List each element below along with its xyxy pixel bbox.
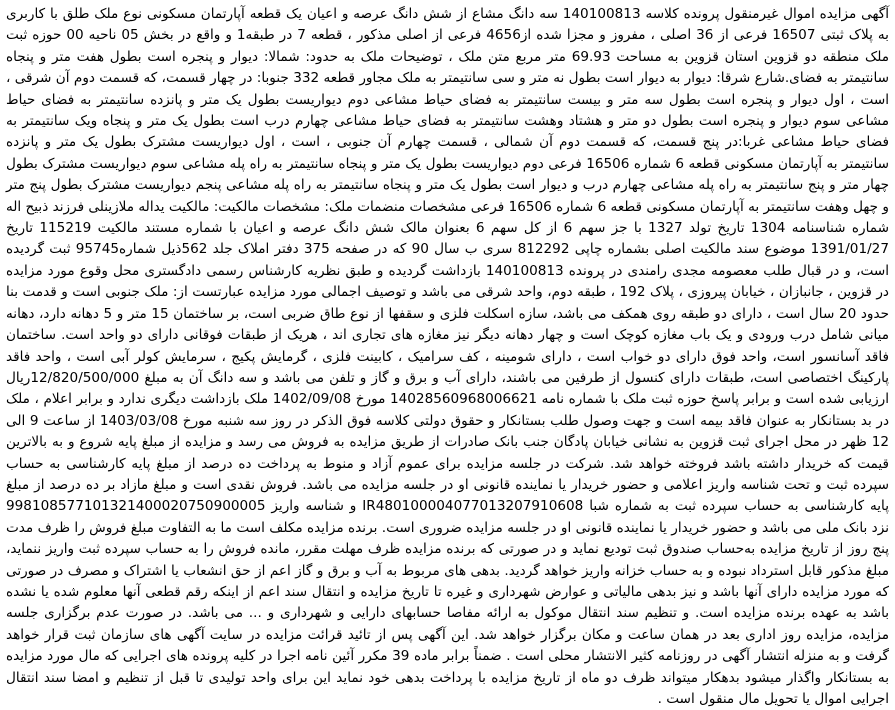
notice-body: آگهی مزایده اموال غیرمنقول پرونده کلاسه 140100813 سه دانگ مشاع از شش دانگ عرصه و اعیان یک قطعه آپارتمان مسکونی نوع ملک طلق با کاربری به پلاک ثبتی 16507 فرعی از 36 اصلی ، مفروز و مجزا شده از4656 فرعی از اصلی مذکور ، قطعه 7 در طبقه1 و واقع در بخش 05 ناحیه 00 حوزه ثبت ملک منطقه دو قزوین استان قزوین به مساحت 69.93 متر مربع متن ملک ، توضیحات ملک به حدود: شمالا: دیوار و پنجره است بطول هفت متر و پنجاه سانتیمتر به فضای.شارع شرقا: دیوار به دیوار است بطول نه متر و سی سانتیمتر به ملک مجاور قطعه 332 جنوبا: در چهار قسمت، که قسمت دوم آن شرقی ، است ، اول دیوار و پنجره است بطول سه متر و بیست سانتیمتر به فضای حیاط مشاعی دوم دیواریست بطول یک متر و پانزده سانتیمتر به فضای حیاط مشاعی سوم دیوار و پنجره است بطول دو متر و هشتاد وهشت سانتیمتر به فضای حیاط مشاعی چهارم درب است بطول یک متر و پنجاه ویک سانتیمتر به فضای حیاط مشاعی غربا:در پنج قسمت، که قسمت دوم آن شمالی ، قسمت چهارم آن جنوبی ، است ، اول دیواریست مشترک بطول یک متر و پانزده سانتیمتر به آپارتمان مسکونی قطعه 6 شماره 16506 فرعی دوم دیواریست بطول یک متر و پنجاه سانتیمتر به راه پله مشاعی سوم دیواریست مشترک بطول چهار متر و پنج سانتیمتر به راه پله مشاعی چهارم درب و دیوار است بطول یک متر و پنجاه سانتیمتر به راه پله مشاعی پنجم دیواریست مشترک بطول پنج متر و چهل وهفت سانتیمتر به آپارتمان مسکونی قطعه 6 شماره 16506 فرعی مشخصات منضمات ملک: مشخصات مالکیت: مالکیت یداله ملازینلی فرزند ذبیح اله شماره شناسنامه 1304 تاریخ تولد 1327 با جز سهم 6 از کل سهم 6 بعنوان مالک شش دانگ عرصه و اعیان با شماره مستند مالکیت 115219 تاریخ 1391/01/27 موضوع سند مالکیت اصلی بشماره چاپی 812292 سری ب سال 90 که در صفحه 375 دفتر املاک جلد 562ذیل شماره95745 ثبت گردیده است، و در قبال طلب معصومه مجدی رامندی در پرونده 140100813 بازداشت گردیده و طبق نظریه کارشناس رسمی دادگستری محل وقوع مورد مزایده در قزوین ، جانبازان ، خیابان پیروزی ، پلاک 192 ، طبقه دوم، واحد شرقی می باشد و توصیف اجمالی مورد مزایده عبارتست از: ملک جنوبی است و قدمت بنا حدود 20 سال است ، دارای دو طبقه روی همکف می باشد، سازه اسکلت فلزی و سقفها از نوع طاق ضربی است، بر ساختمان 15 متر و 5 دهانه دارد، دهانه میانی شامل درب ورودی و یک باب مغازه کوچک است و چهار دهانه دیگر نیز مغازه های تجاری اند ، هریک از طبقات فوقانی دارای دو واحد است. ساختمان فاقد آسانسور است، واحد فوق دارای دو خواب است ، دارای شومینه ، کف سرامیک ، کابینت فلزی ، گرمایش پکیج ، سرمایش کولر آبی است ، واحد فاقد پارکینگ اختصاصی است، طبقات دارای کنسول از طرفین می باشند، دارای آب و برق و گاز و تلفن می باشد و سه دانگ آن به مبلغ 12/820/500/000ریال ارزیابی شده است و برابر پاسخ حوزه ثبت ملک با شماره نامه 14028560968006621 مورخ 1402/09/08 ملک بازداشت دیگری ندارد و برابر اعلام ، ملک در بد بستانکار به عنوان فاقد بیمه است و جهت وصول طلب بستانکار و حقوق دولتی کلاسه فوق الذکر در روز سه شنبه مورخ 1403/03/08 از ساعت 9 الی 12 ظهر در محل اجرای ثبت قزوین به نشانی خیابان پادگان جنب بانک صادرات از طریق مزایده به فروش می رسد و مزایده از مبلغ پایه شروع و به بالاترین قیمت که خریدار داشته باشد فروخته خواهد شد. شرکت در جلسه مزایده برای عموم آزاد و منوط به پرداخت ده درصد از مبلغ پایه کارشناسی به حساب سپرده ثبت و تحت شناسه واریز اعلامی و حضور خریدار یا نماینده قانونی او در جلسه مزایده می باشد. فروش نقدی است و مبلغ مازاد بر ده درصد از مبلغ پایه کارشناسی به حساب سپرده ثبت به شماره شبا IR480100004077013207910608 و شناسه واریز 998108577101321400020750900005 نزد بانک ملی می باشد و حضور خریدار یا نماینده قانونی او در جلسه مزایده ضروری است. برنده مزایده مکلف است ما به التفاوت مبلغ فروش را ظرف مدت پنج روز از تاریخ مزایده به‌حساب صندوق ثبت تودیع نماید و در صورتی که برنده مزایده ظرف مهلت مقرر، مانده فروش را به حساب سپرده ثبت واریز ننماید، مبلغ مذکور قابل استرداد نبوده و به حساب خزانه واریز خواهد گردید. بدهی های مربوط به آب و برق و گاز اعم از حق انشعاب یا اشتراک و مصرف در صورتی که مورد مزایده دارای آنها باشد و نیز بدهی مالیاتی و عوارض شهرداری و غیره تا تاریخ مزایده و انتقال سند اعم از اینکه رقم قطعی آنها معلوم شده یا نشده باشد به عهده برنده مزایده است. و تنظیم سند انتقال موکول به ارائه مفاصا حسابهای دارایی و شهرداری و ... می باشد. در صورت عدم برگزاری جلسه مزایده، مزایده روز اداری بعد در همان ساعت و مکان برگزار خواهد شد. این آگهی پس از تائید قرائت مزایده در سایت آگهی های سازمان ثبت قرار خواهد گرفت و به منزله انتشار آگهی در روزنامه کثیر الانتشار محلی است . ضمناً برابر ماده 39 مکرر آئین نامه اجرا در کلیه پرونده های اجرایی که مال مورد مزایده به بستانکار واگذار میشود بدهکار میتواند ظرف دو ماه از تاریخ مزایده با پرداخت بدهی خود نماید این برای واحد تولیدی تا قبل از تنظیم و امضا سند انتقال اجرایی اموال یا تحویل مال منقول است .: [6, 6, 889, 707]
auction-notice: [6, 4, 889, 707]
